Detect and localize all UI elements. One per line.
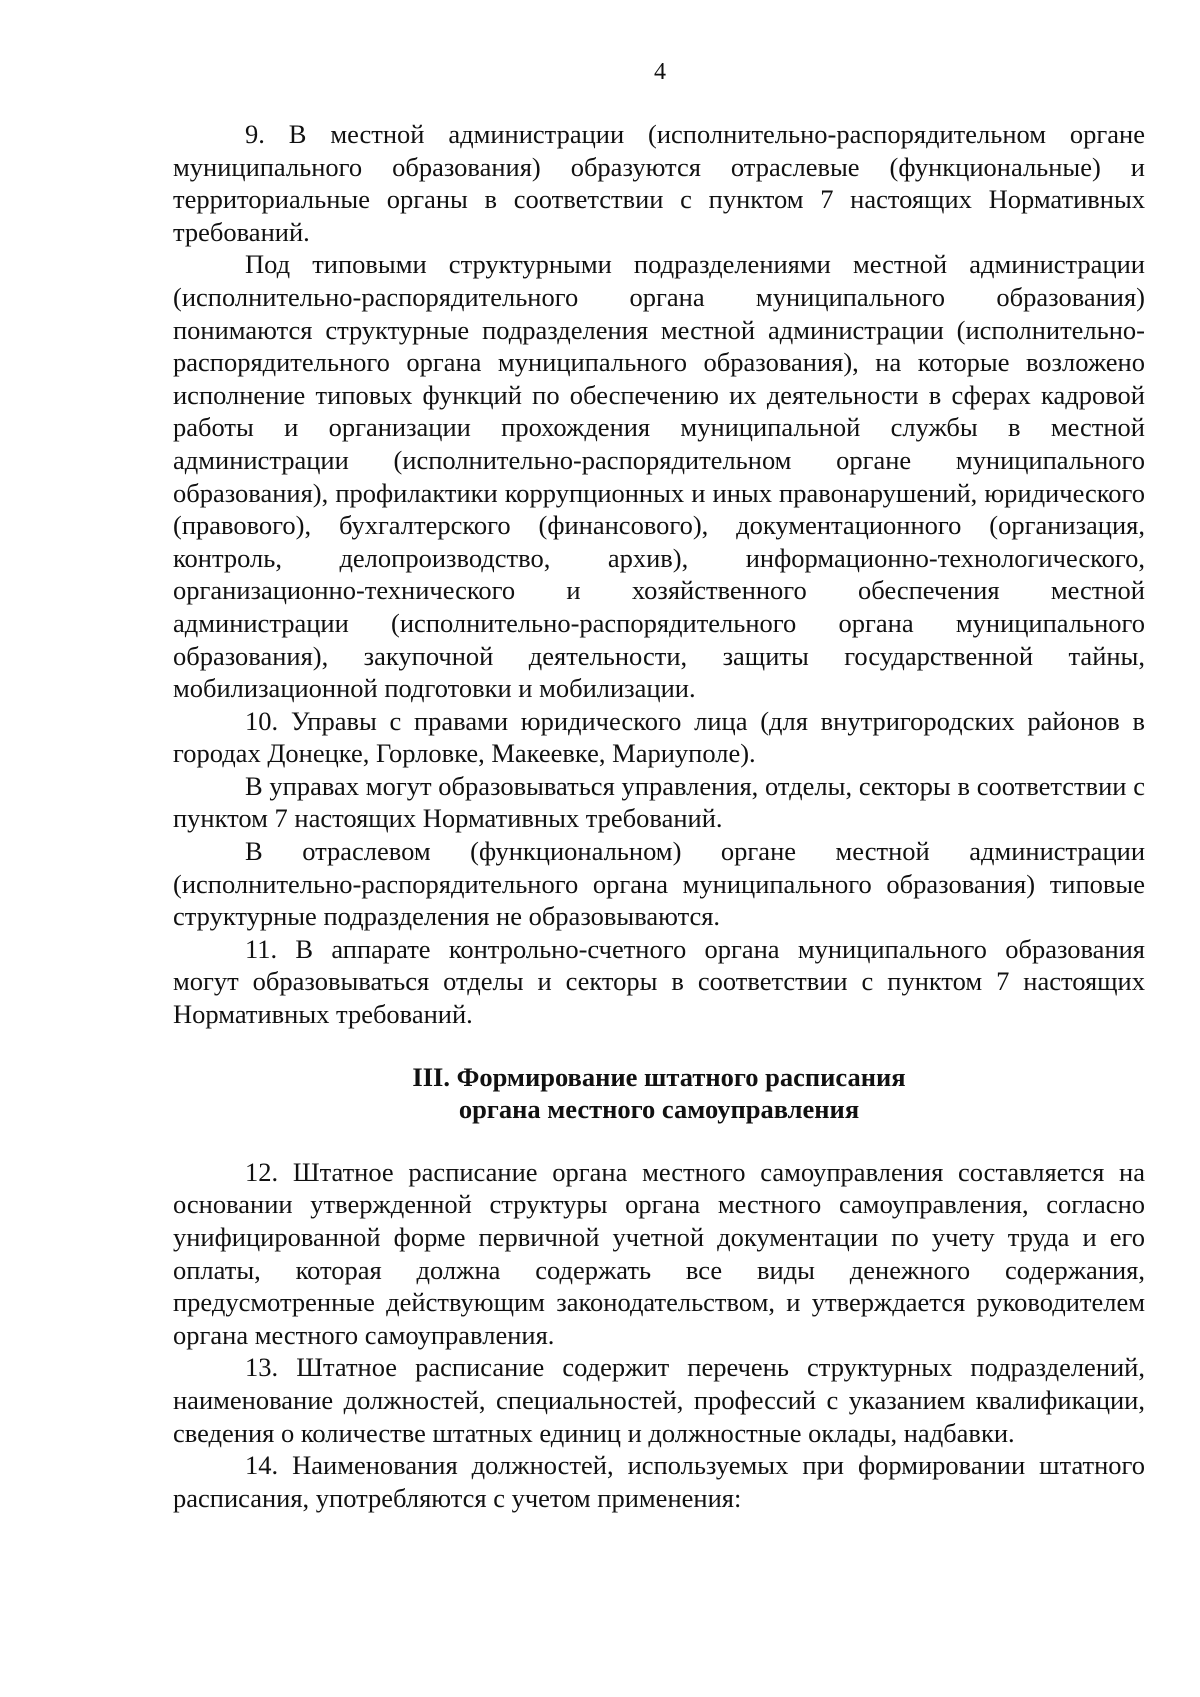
paragraph-11: 11. В аппарате контрольно-счетного органа муниципального образования могут образовываться отделы и секторы в соответствии с пунктом 7 настоящих Нормативных требований. — [173, 933, 1145, 1030]
paragraph-13: 13. Штатное расписание содержит перечень структурных подразделений, наименование должностей, специальностей, профессий с указанием квалификации, сведения о количестве штатных единиц и должностные оклады, надбавки. — [173, 1352, 1145, 1448]
paragraph-9: 9. В местной администрации (исполнительно-распорядительном органе муниципального образования) образуются отраслевые (функциональные) и территориальные органы в соответствии с пунктом 7 настоящих Нормативных требований. — [173, 119, 1145, 247]
paragraph-12: 12. Штатное расписание органа местного самоуправления составляется на основании утвержденной структуры органа местного самоуправления, согласно унифицированной форме первичной учетной документации по учету труда и его оплаты, которая должна содержать все виды денежного содержания, предусмотренные действующим законодательством, и утверждается руководителем органа местного самоуправления. — [173, 1156, 1145, 1350]
paragraph-14: 14. Наименования должностей, используемых при формировании штатного расписания, употребляются с учетом применения: — [173, 1450, 1145, 1513]
paragraph-10: 10. Управы с правами юридического лица (для внутригородских районов в городах Донецке, Горловке, Макеевке, Мариуполе). — [173, 705, 1145, 769]
paragraph-typical-units: Под типовыми структурными подразделениями местной администрации (исполнительно-распорядительного органа муниципального образования) понимаются структурные подразделения местной администрации (исполнительно-распорядительного органа муниципального образования), на которые возложено исполнение типовых функций по обеспечению их деятельности в сферах кадровой работы и организации прохождения муниципальной службы в местной администрации (исполнительно-распорядительном органе муниципального образования), профилактики коррупционных и иных правонарушений, юридического (правового), бухгалтерского (финансового), документационного (организация, контроль, делопроизводство, архив), информационно-технологического, организационно-технического и хозяйственного обеспечения местной администрации (исполнительно-распорядительного органа муниципального образования), закупочной деятельности, защиты государственной тайны, мобилизационной подготовки и мобилизации. — [173, 249, 1145, 704]
document-body — [173, 118, 1145, 1514]
page-number: 4 — [654, 59, 666, 85]
section-heading — [173, 1061, 1145, 1126]
section-heading-line-1: III. Формирование штатного расписания — [412, 1061, 906, 1092]
paragraph-10-uprava-units: В управах могут образовываться управления, отделы, секторы в соответствии с пунктом 7 настоящих Нормативных требований. — [173, 770, 1145, 834]
paragraph-10-sector-organ: В отраслевом (функциональном) органе местной администрации (исполнительно-распорядительного органа муниципального образования) типовые структурные подразделения не образовываются. — [173, 836, 1145, 932]
section-heading-line-2: органа местного самоуправления — [458, 1094, 860, 1125]
